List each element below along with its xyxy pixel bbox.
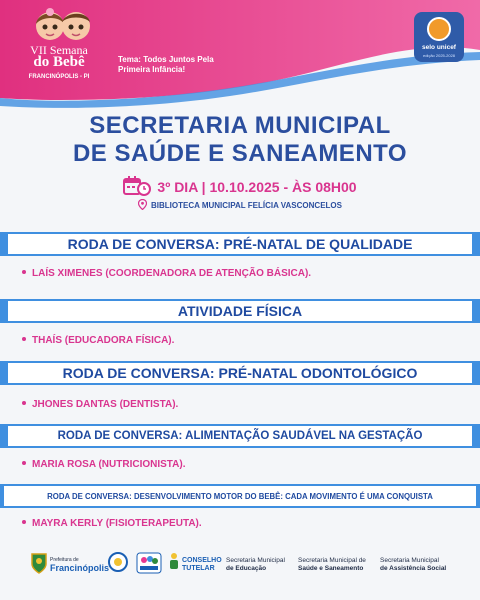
babies-icon	[32, 6, 94, 46]
pref-label: Prefeitura de	[50, 557, 79, 563]
item-text: THAÍS (EDUCADORA FÍSICA).	[32, 335, 175, 346]
section-band-2	[0, 299, 480, 323]
list-item	[22, 399, 178, 410]
logo-place: FRANCINÓPOLIS - PI	[28, 74, 90, 80]
semana-do-bebe-logo	[14, 6, 104, 86]
cmdca-logo-icon	[136, 552, 162, 574]
selo-line1: selo unicef	[422, 44, 456, 51]
page-title	[0, 112, 480, 168]
sec-saude-line1: Secretaria Municipal de	[298, 557, 366, 564]
list-item	[22, 459, 186, 470]
section-title: ATIVIDADE FÍSICA	[8, 301, 472, 321]
date-text: 3º DIA | 10.10.2025 - ÀS 08H00	[157, 179, 357, 195]
item-text: JHONES DANTAS (DENTISTA).	[32, 399, 179, 410]
sec-social-line1: Secretaria Municipal	[380, 557, 439, 564]
theme-text	[118, 55, 248, 75]
location-text: BIBLIOTECA MUNICIPAL FELÍCIA VASCONCELOS	[151, 201, 342, 210]
sec-edu-line2: de Educação	[226, 565, 267, 572]
prefeitura-logo	[50, 556, 109, 572]
section-band-1	[0, 232, 480, 256]
selo-line2: edição 2025-2028	[422, 53, 456, 58]
logo-title	[14, 44, 104, 68]
pref-name: Francinópolis	[50, 563, 110, 573]
item-text: LAÍS XIMENES (COORDENADORA DE ATENÇÃO BÁSICA).	[32, 268, 312, 279]
unicef-seal-icon	[427, 17, 451, 41]
date-row	[0, 176, 480, 196]
sec-saude-line2: Saúde e Saneamento	[298, 565, 364, 572]
logo-line1: VII Semana	[30, 43, 88, 57]
item-text: MARIA ROSA (NUTRICIONISTA).	[32, 459, 186, 470]
unicef-seal	[414, 12, 464, 62]
calendar-clock-icon	[123, 176, 151, 196]
sec-educacao-logo	[226, 557, 285, 573]
footer-logos	[0, 548, 480, 580]
list-item	[22, 518, 202, 529]
seal-logo-icon	[108, 552, 128, 572]
section-title: RODA DE CONVERSA: DESENVOLVIMENTO MOTOR DO BEBÊ: CADA MOVIMENTO É UMA CONQUISTA	[4, 486, 476, 506]
conselho-line1: CONSELHO	[182, 557, 222, 564]
section-band-4	[0, 424, 480, 448]
section-band-5	[0, 484, 480, 508]
title-line1: SECRETARIA MUNICIPAL	[89, 112, 391, 139]
conselho-line2: TUTELAR	[182, 565, 215, 572]
bullet-icon	[22, 461, 26, 465]
section-title: RODA DE CONVERSA: PRÉ-NATAL DE QUALIDADE	[8, 234, 472, 254]
header-banner	[0, 0, 480, 110]
bullet-icon	[22, 337, 26, 341]
list-item	[22, 335, 174, 346]
section-title: RODA DE CONVERSA: ALIMENTAÇÃO SAUDÁVEL NA GESTAÇÃO	[8, 426, 472, 446]
item-text: MAYRA KERLY (FISIOTERAPEUTA).	[32, 518, 202, 529]
sec-edu-line1: Secretaria Municipal	[226, 557, 285, 564]
conselho-tutelar-icon	[168, 552, 180, 570]
location-pin-icon	[138, 199, 147, 210]
municipal-crest-icon	[30, 552, 48, 574]
sec-social-logo	[380, 557, 446, 573]
bullet-icon	[22, 270, 26, 274]
bullet-icon	[22, 401, 26, 405]
section-title: RODA DE CONVERSA: PRÉ-NATAL ODONTOLÓGICO	[8, 363, 472, 383]
logo-line2: do Bebê	[33, 54, 85, 70]
theme-line2: Primeira Infância!	[118, 65, 186, 74]
section-band-3	[0, 361, 480, 385]
sec-saude-logo	[298, 557, 366, 573]
sec-social-line2: de Assistência Social	[380, 565, 447, 572]
theme-line1: Tema: Todos Juntos Pela	[118, 55, 214, 64]
title-line2: DE SAÚDE E SANEAMENTO	[72, 140, 408, 167]
list-item	[22, 268, 311, 279]
conselho-tutelar-logo	[182, 557, 222, 573]
location-row	[0, 199, 480, 210]
bullet-icon	[22, 520, 26, 524]
